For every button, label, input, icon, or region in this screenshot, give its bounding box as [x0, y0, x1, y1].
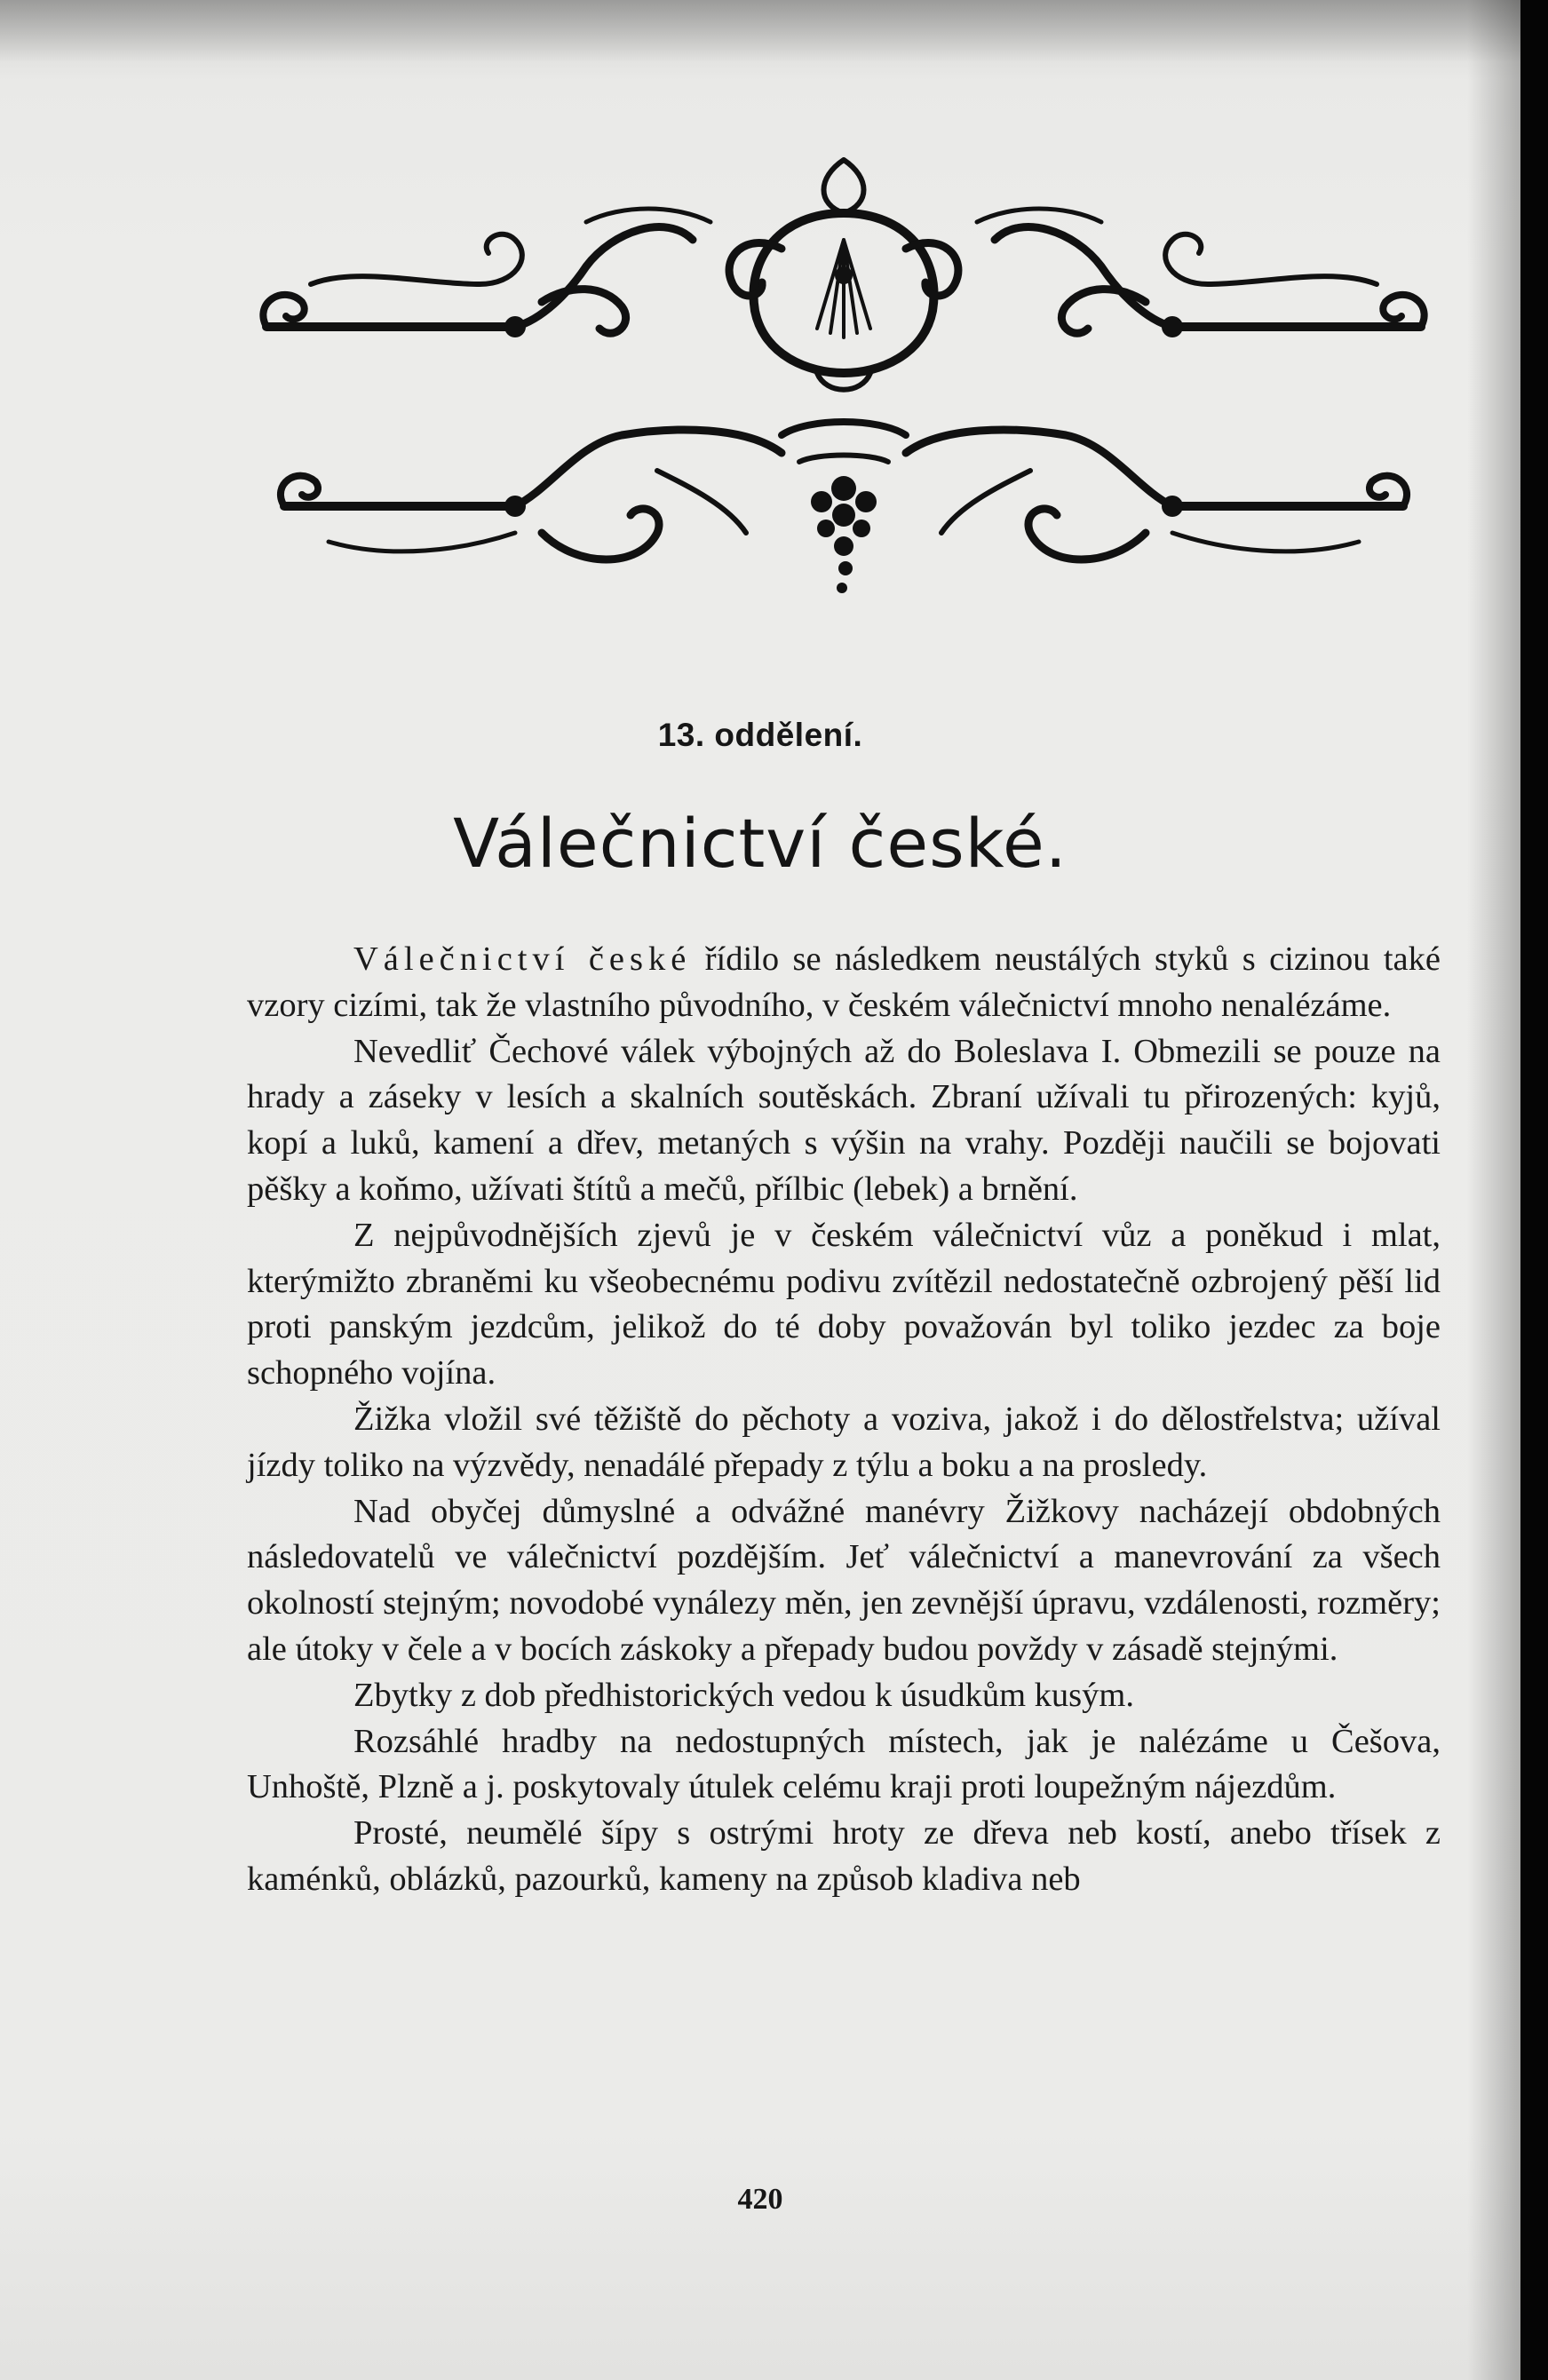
scan-border	[1520, 0, 1548, 2380]
paragraph-8: Prosté, neumělé šípy s ostrými hroty ze dřeva neb kostí, anebo třísek z kaménků, oblázků, pazourků, kameny na způsob kladiva neb	[247, 1814, 1441, 1898]
page-number: 420	[737, 2183, 783, 2216]
paragraph-4: Žižka vložil své těžiště do pěchoty a voziva, jakož i do dělostřelstva; užíval jízdy toliko na výzvědy, nenadálé přepady z týlu a boku a na prosledy.	[247, 1400, 1441, 1484]
body-text	[247, 937, 1441, 1903]
paragraph-6: Zbytky z dob předhistorických vedou k úsudkům kusým.	[353, 1676, 1134, 1714]
paragraph-2: Nevedliť Čechové válek výbojných až do Boleslava I. Obmezili se pouze na hrady a záseky v lesích a skalních soutěskách. Zbraní užívali tu přirozených: kyjů, kopí a luků, kamení a dřev, metaných s výšin na vrahy. Později naučili se bojovati pěšky a koňmo, užívati štítů a mečů, přílbic (lebek) a brnění.	[247, 1032, 1441, 1208]
paragraph-7: Rozsáhlé hradby na nedostupných místech, jak je nalézáme u Češova, Unhoště, Plzně a j. poskytovaly útulek celému kraji proti loupežným nájezdům.	[247, 1722, 1441, 1806]
chapter-title: Válečnictví české.	[453, 804, 1068, 883]
paragraph-5: Nad obyčej důmyslné a odvážné manévry Žižkovy nacházejí obdobných následovatelů ve válečnictví pozdějším. Jeť válečnictví a manevrování za všech okolností stejným; novodobé vynálezy měn, jen zevnější úpravu, vzdálenosti, rozměry; ale útoky v čele a v bocích záskoky a přepady budou povždy v zásadě stejnými.	[247, 1492, 1441, 1668]
paragraph-1-rest: řídilo se následkem neustálých styků s cizinou také vzory cizími, tak že vlastního původního, v českém válečnictví mnoho nenalézáme.	[247, 940, 1441, 1024]
section-number: 13. oddělení.	[657, 717, 863, 753]
paragraph-1-spaced-lead: Válečnictví české	[353, 940, 692, 978]
paragraph-1	[247, 937, 1441, 1029]
baroque-scroll-ornament-icon	[249, 151, 1439, 613]
paragraph-3: Z nejpůvodnějších zjevů je v českém válečnictví vůz a poněkud i mlat, kterýmižto zbraněmi ku všeobecnému podivu zvítězil nedostatečně ozbrojený pěší lid proti panským jezdcům, jelikož do té doby považován byl toliko jezdec za boje schopného vojína.	[247, 1216, 1441, 1392]
